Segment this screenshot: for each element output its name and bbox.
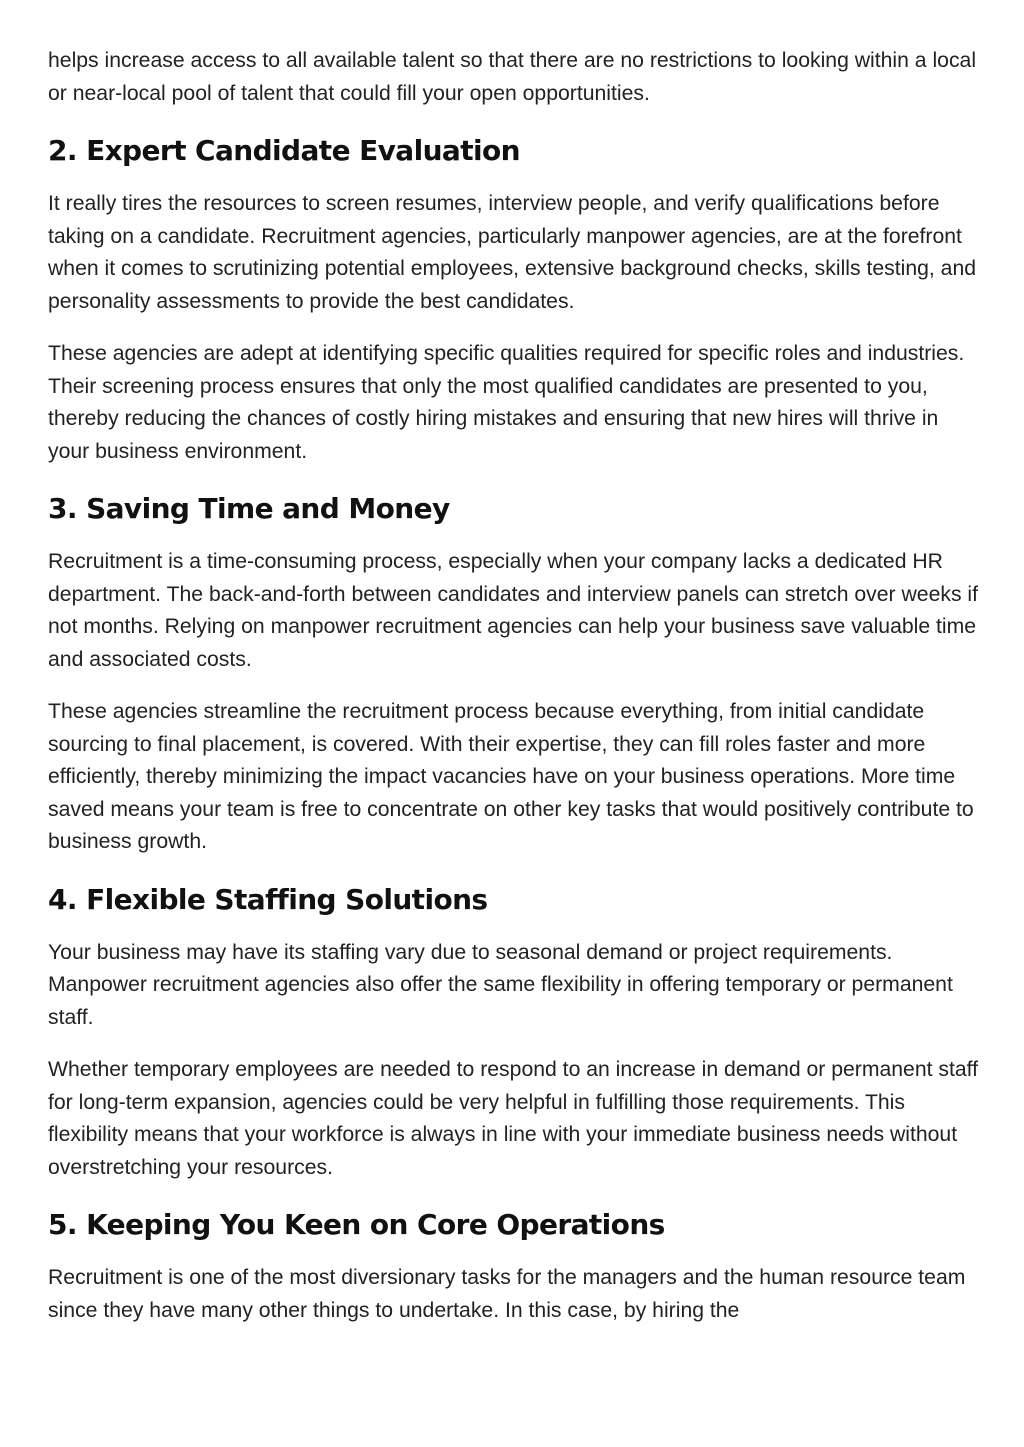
section-paragraph: Whether temporary employees are needed to respond to an increase in demand or permanent staff for long-term expansion, agencies could be very helpful in fulfilling those requirements. This flexibility means that your workforce is always in line with your immediate business needs without overstretching your resources. [48,1058,979,1179]
section-heading-saving-time-and-money: 3. Saving Time and Money [48,492,450,525]
intro-paragraph: helps increase access to all available talent so that there are no restrictions to looking within a local or near-local pool of talent that could fill your open opportunities. [48,49,977,105]
section-heading-flexible-staffing-solutions: 4. Flexible Staffing Solutions [48,882,488,916]
section-heading-keeping-you-keen-on-core-operations: 5. Keeping You Keen on Core Operations [48,1208,665,1241]
section-heading-expert-candidate-evaluation: 2. Expert Candidate Evaluation [48,134,520,167]
section-paragraph: Recruitment is a time-consuming process, especially when your company lacks a dedicated HR department. The back-and-forth between candidates and interview panels can stretch over weeks if not months. Relying on manpower recruitment agencies can help your business save valuable time and associated costs. [48,550,979,671]
section-paragraph: These agencies streamline the recruitment process because everything, from initial candidate sourcing to final placement, is covered. With their expertise, they can fill roles faster and more efficiently, thereby minimizing the impact vacancies have on your business operations. More time saved means your team is free to concentrate on other key tasks that would positively contribute to business growth. [48,700,974,853]
section-paragraph: It really tires the resources to screen resumes, interview people, and verify qualifications before taking on a candidate. Recruitment agencies, particularly manpower agencies, are at the forefront when it comes to scrutinizing potential employees, extensive background checks, skills testing, and personality assessments to provide the best candidates. [48,192,977,313]
section-paragraph: Your business may have its staffing vary due to seasonal demand or project requirements. Manpower recruitment agencies also offer the same flexibility in offering temporary or permanent staff. [48,940,953,1029]
document-page [48,45,983,1347]
section-paragraph: Recruitment is one of the most diversionary tasks for the managers and the human resource team since they have many other things to undertake. In this case, by hiring the [48,1266,966,1322]
section-paragraph: These agencies are adept at identifying specific qualities required for specific roles and industries. Their screening process ensures that only the most qualified candidates are presented to you, thereby reducing the chances of costly hiring mistakes and ensuring that new hires will thrive in your business environment. [48,342,965,463]
